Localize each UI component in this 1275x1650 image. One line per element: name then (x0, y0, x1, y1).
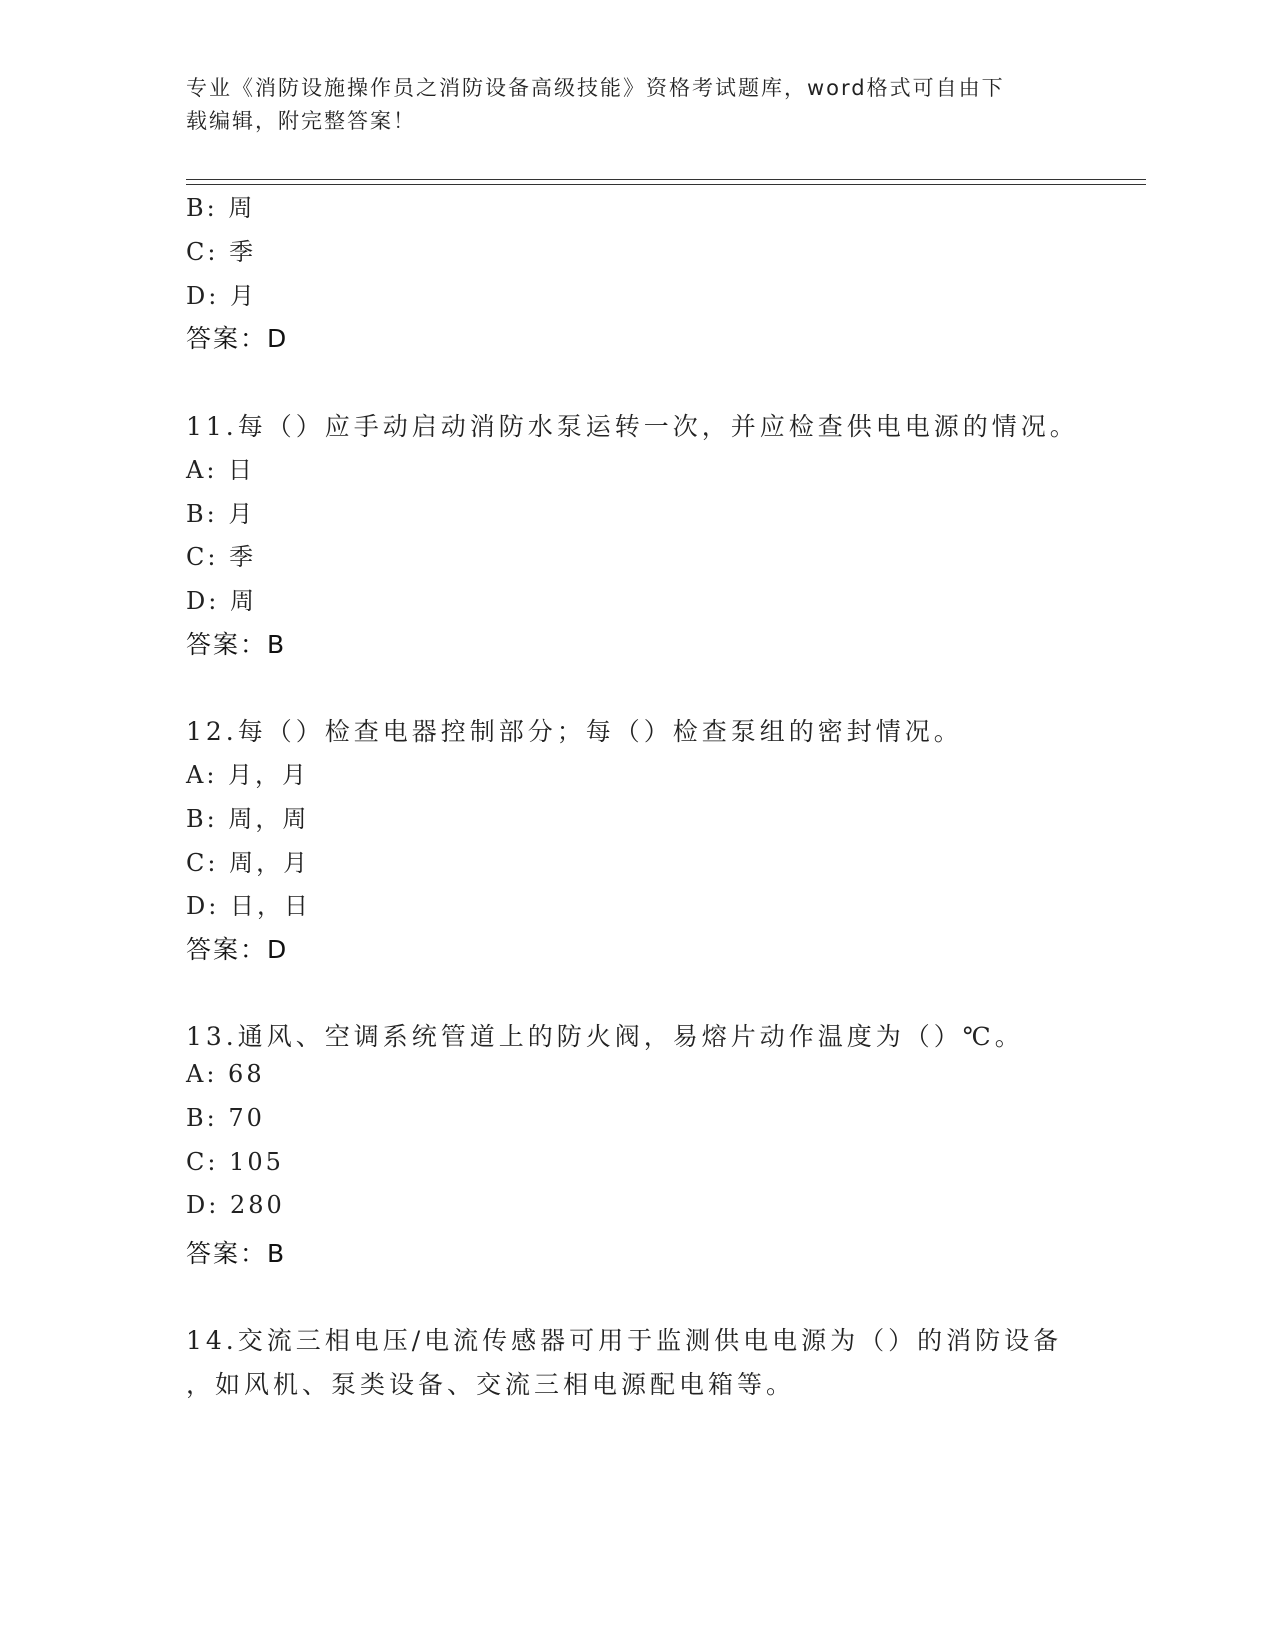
q13-option-c: C: 105 (186, 1148, 284, 1176)
page-header (186, 72, 1066, 138)
q12-stem: 12.每（）检查电器控制部分；每（）检查泵组的密封情况。 (186, 717, 963, 746)
header-line-2: 载编辑，附完整答案！ (186, 109, 416, 133)
q14-stem-line-2: ，如风机、泵类设备、交流三相电源配电箱等。 (186, 1370, 796, 1399)
q11-option-c: C: 季 (186, 543, 257, 571)
q12-option-b: B: 周，周 (186, 805, 310, 833)
q10-option-c: C: 季 (186, 238, 257, 266)
q10-answer: 答案：D (186, 324, 289, 353)
q11-option-d: D: 周 (186, 587, 257, 615)
q11-option-a: A: 日 (186, 456, 256, 484)
q10-option-b: B: 周 (186, 194, 256, 222)
q11-option-b: B: 月 (186, 500, 256, 528)
q13-option-a: A: 68 (186, 1060, 265, 1088)
q14-stem-line-1: 14.交流三相电压/电流传感器可用于监测供电电源为（）的消防设备 (186, 1326, 1063, 1355)
q12-option-d: D: 日，日 (186, 892, 311, 920)
q11-stem: 11.每（）应手动启动消防水泵运转一次，并应检查供电电源的情况。 (186, 412, 1079, 441)
q12-option-c: C: 周，月 (186, 849, 311, 877)
q13-answer: 答案：B (186, 1239, 287, 1268)
header-line-1: 专业《消防设施操作员之消防设备高级技能》资格考试题库，word格式可自由下 (186, 76, 1005, 100)
q11-answer: 答案：B (186, 630, 287, 659)
q13-stem: 13.通风、空调系统管道上的防火阀，易熔片动作温度为（）℃。 (186, 1022, 1024, 1051)
q12-option-a: A: 月，月 (186, 761, 310, 789)
q10-option-d: D: 月 (186, 282, 257, 310)
header-divider-top (186, 179, 1146, 180)
header-divider-bottom (186, 184, 1146, 185)
q13-option-b: B: 70 (186, 1104, 265, 1132)
q13-option-d: D: 280 (186, 1191, 285, 1219)
q12-answer: 答案：D (186, 935, 289, 964)
